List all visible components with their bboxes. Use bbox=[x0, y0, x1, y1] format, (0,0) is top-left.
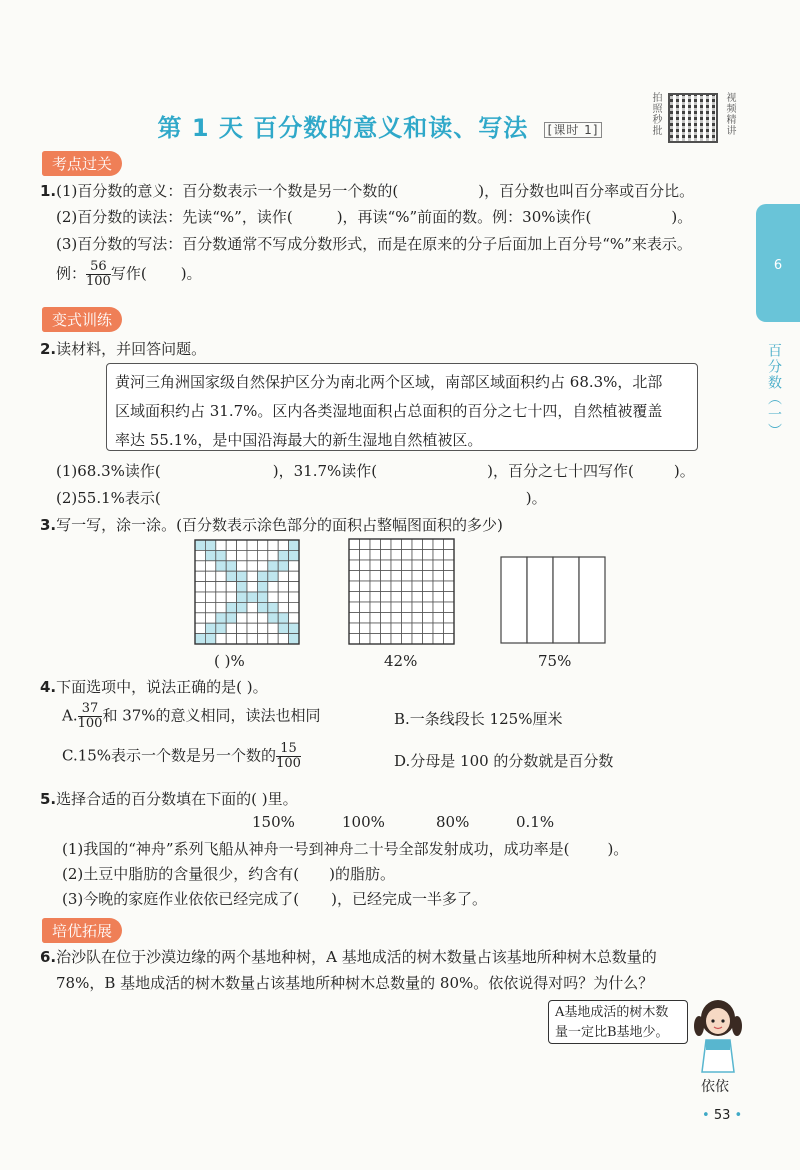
grid-cell bbox=[237, 540, 247, 550]
grid-cell bbox=[289, 540, 299, 550]
material-line-1: 黄河三角洲国家级自然保护区分为南北两个区域，南部区域面积约占 68.3%，北部 bbox=[115, 373, 663, 391]
grid-cell bbox=[381, 539, 392, 550]
grid-cell bbox=[226, 592, 236, 602]
q2-stem: 2.读材料，并回答问题。 bbox=[40, 340, 207, 358]
grid-cell bbox=[205, 613, 215, 623]
grid-cell bbox=[423, 539, 434, 550]
grid-cell bbox=[278, 592, 288, 602]
grid-cell bbox=[216, 540, 226, 550]
lesson-tag: [课时 1] bbox=[544, 122, 603, 138]
grid-cell bbox=[257, 582, 267, 592]
grid-cell bbox=[381, 550, 392, 561]
grid-cell bbox=[433, 623, 444, 634]
grid-cell bbox=[360, 550, 371, 561]
grid-cell bbox=[370, 581, 381, 592]
grid-cell bbox=[402, 539, 413, 550]
q5-sub1: (1)我国的“神舟”系列飞船从神舟一号到神舟二十号全部发射成功，成功率是( )。 bbox=[62, 840, 629, 858]
material-line-3: 率达 55.1%，是中国沿海最大的新生湿地自然植被区。 bbox=[115, 431, 483, 449]
grid-cell bbox=[412, 592, 423, 603]
grid-cell bbox=[237, 592, 247, 602]
grid-cell bbox=[268, 561, 278, 571]
grid-cell bbox=[360, 602, 371, 613]
grid-cell bbox=[216, 634, 226, 644]
grid-cell bbox=[444, 539, 455, 550]
grid-cell bbox=[444, 571, 455, 582]
grid-cell bbox=[268, 582, 278, 592]
q2-material-box bbox=[106, 363, 698, 451]
grid-cell bbox=[349, 550, 360, 561]
grid-cell bbox=[433, 634, 444, 645]
grid-cell bbox=[195, 602, 205, 612]
q6-line1: 6.治沙队在位于沙漠边缘的两个基地种树，A 基地成活的树木数量占该基地所种树木总数量的 bbox=[40, 948, 657, 966]
strip-cell[interactable] bbox=[527, 557, 553, 643]
section-badge-2: 变式训练 bbox=[42, 307, 122, 332]
grid-cell bbox=[370, 613, 381, 624]
grid-cell bbox=[370, 623, 381, 634]
grid-cell bbox=[226, 602, 236, 612]
grid-cell bbox=[257, 592, 267, 602]
grid-cell bbox=[391, 571, 402, 582]
grid-cell bbox=[268, 540, 278, 550]
grid-cell bbox=[195, 623, 205, 633]
grid-cell bbox=[423, 613, 434, 624]
grid-cell bbox=[360, 539, 371, 550]
grid-cell bbox=[205, 571, 215, 581]
grid-cell bbox=[216, 571, 226, 581]
figure2-label: 42% bbox=[384, 652, 418, 670]
grid-cell bbox=[257, 634, 267, 644]
grid-cell bbox=[381, 602, 392, 613]
qr-code-icon[interactable] bbox=[668, 93, 718, 143]
strip-cell[interactable] bbox=[553, 557, 579, 643]
speech-bubble: A基地成活的树木数 量一定比B基地少。 bbox=[548, 1000, 688, 1044]
grid-cell bbox=[257, 602, 267, 612]
grid-cell bbox=[433, 560, 444, 571]
grid-cell bbox=[257, 571, 267, 581]
grid-cell bbox=[381, 581, 392, 592]
grid-cell bbox=[205, 602, 215, 612]
grid-cell bbox=[391, 634, 402, 645]
grid-cell bbox=[268, 623, 278, 633]
section-badge-3: 培优拓展 bbox=[42, 918, 122, 943]
figure1-label[interactable]: ( )% bbox=[214, 652, 245, 670]
grid-cell bbox=[360, 560, 371, 571]
grid-cell bbox=[423, 634, 434, 645]
grid-cell bbox=[370, 560, 381, 571]
grid-cell bbox=[423, 571, 434, 582]
grid-cell bbox=[402, 602, 413, 613]
q2-sub2: (2)55.1%表示( )。 bbox=[56, 489, 547, 507]
girl-character-icon bbox=[690, 996, 746, 1076]
grid-cell bbox=[370, 550, 381, 561]
grid-cell bbox=[423, 623, 434, 634]
grid-cell bbox=[349, 571, 360, 582]
q6-number: 6. bbox=[40, 948, 57, 966]
grid-cell bbox=[381, 613, 392, 624]
grid-cell bbox=[444, 592, 455, 603]
grid-cell bbox=[391, 550, 402, 561]
chapter-number: 6 bbox=[773, 258, 783, 273]
strip-cell[interactable] bbox=[579, 557, 605, 643]
grid-cell bbox=[195, 571, 205, 581]
grid-cell bbox=[423, 550, 434, 561]
q1-line4: 例： $\frac{56}{100}$ 写作( )。 bbox=[56, 259, 202, 289]
grid-cell bbox=[257, 540, 267, 550]
grid-cell bbox=[402, 623, 413, 634]
q5-number: 5. bbox=[40, 790, 57, 808]
q1-line1: 1.(1)百分数的意义：百分数表示一个数是另一个数的( )，百分数也叫百分率或百分比。 bbox=[40, 182, 695, 200]
grid-cell bbox=[370, 592, 381, 603]
grid-cell bbox=[278, 561, 288, 571]
grid-cell bbox=[278, 550, 288, 560]
grid-cell bbox=[402, 560, 413, 571]
grid-cell bbox=[412, 571, 423, 582]
grid-cell bbox=[412, 550, 423, 561]
grid-cell bbox=[391, 613, 402, 624]
grid-cell bbox=[278, 582, 288, 592]
grid-cell bbox=[423, 602, 434, 613]
grid-cell bbox=[349, 592, 360, 603]
grid-cell bbox=[268, 602, 278, 612]
q4-number: 4. bbox=[40, 678, 57, 696]
grid-cell bbox=[412, 560, 423, 571]
grid-cell bbox=[257, 561, 267, 571]
grid-cell bbox=[370, 571, 381, 582]
grid-cell bbox=[444, 613, 455, 624]
grid-cell bbox=[412, 613, 423, 624]
grid-cell bbox=[289, 634, 299, 644]
q1-line2: (2)百分数的读法：先读“%”，读作( )，再读“%”前面的数。例：30%读作( )。 bbox=[56, 208, 693, 226]
grid-cell bbox=[237, 550, 247, 560]
grid-cell bbox=[360, 592, 371, 603]
grid-cell bbox=[205, 634, 215, 644]
grid-cell bbox=[349, 623, 360, 634]
grid-cell bbox=[226, 561, 236, 571]
grid-cell bbox=[247, 634, 257, 644]
grid-cell bbox=[391, 539, 402, 550]
grid-cell bbox=[216, 561, 226, 571]
grid-cell bbox=[247, 561, 257, 571]
grid-cell bbox=[349, 602, 360, 613]
grid-cell bbox=[247, 540, 257, 550]
q4-a-fraction: $\frac{37}{100}$ bbox=[77, 701, 103, 731]
grid-cell bbox=[289, 561, 299, 571]
q2-sub1: (1)68.3%读作( )，31.7%读作( )，百分之七十四写作( )。 bbox=[56, 462, 695, 480]
q4-option-d[interactable]: D.分母是 100 的分数就是百分数 bbox=[394, 752, 614, 770]
grid-cell bbox=[433, 550, 444, 561]
grid-cell bbox=[349, 539, 360, 550]
material-line-2: 区域面积约占 31.7%。区内各类湿地面积占总面积的百分之七十四，自然植被覆盖 bbox=[115, 402, 663, 420]
grid-cell bbox=[278, 623, 288, 633]
grid-cell bbox=[433, 613, 444, 624]
grid-cell bbox=[195, 550, 205, 560]
grid-cell bbox=[423, 581, 434, 592]
grid-cell bbox=[433, 592, 444, 603]
q1-fraction: $\frac{56}{100}$ bbox=[86, 259, 111, 289]
grid-cell bbox=[195, 613, 205, 623]
grid-cell bbox=[349, 613, 360, 624]
grid-cell bbox=[423, 592, 434, 603]
grid-cell bbox=[216, 582, 226, 592]
grid-cell bbox=[216, 550, 226, 560]
grid-cell bbox=[360, 623, 371, 634]
q1-number: 1. bbox=[40, 182, 57, 200]
grid-cell bbox=[268, 571, 278, 581]
grid-cell bbox=[247, 623, 257, 633]
grid-cell bbox=[268, 634, 278, 644]
grid-cell bbox=[402, 571, 413, 582]
grid-cell bbox=[247, 571, 257, 581]
grid-cell bbox=[360, 634, 371, 645]
grid-cell bbox=[391, 602, 402, 613]
q3-number: 3. bbox=[40, 516, 57, 534]
qr-right-label: 视频精讲 bbox=[724, 92, 735, 136]
grid-cell bbox=[195, 561, 205, 571]
grid-cell bbox=[381, 571, 392, 582]
grid-cell bbox=[247, 592, 257, 602]
grid-cell bbox=[370, 634, 381, 645]
qr-left-label: 拍照秒批 bbox=[650, 92, 661, 136]
grid-cell bbox=[289, 602, 299, 612]
q6-line2: 78%，B 基地成活的树木数量占该基地所种树木总数量的 80%。依依说得对吗？为什么？ bbox=[56, 974, 654, 992]
grid-cell bbox=[278, 602, 288, 612]
grid-cell bbox=[360, 581, 371, 592]
figure3-label: 75% bbox=[538, 652, 572, 670]
grid-cell bbox=[278, 571, 288, 581]
q2-number: 2. bbox=[40, 340, 57, 358]
grid-cell bbox=[444, 581, 455, 592]
grid-cell bbox=[205, 540, 215, 550]
grid-cell bbox=[278, 634, 288, 644]
q4-option-a[interactable]: A. $\frac{37}{100}$ 和 37%的意义相同，读法也相同 bbox=[62, 701, 321, 731]
q4-c-fraction: $\frac{15}{100}$ bbox=[276, 741, 301, 771]
grid-cell bbox=[444, 550, 455, 561]
grid-figure-2[interactable] bbox=[349, 539, 455, 645]
grid-cell bbox=[360, 571, 371, 582]
grid-cell bbox=[289, 571, 299, 581]
q4-stem: 4.下面选项中，说法正确的是( )。 bbox=[40, 678, 268, 696]
grid-cell bbox=[216, 602, 226, 612]
q5-option-2[interactable]: 100% bbox=[342, 813, 385, 831]
grid-cell bbox=[237, 571, 247, 581]
grid-cell bbox=[237, 582, 247, 592]
grid-cell bbox=[349, 560, 360, 571]
grid-cell bbox=[360, 613, 371, 624]
grid-cell bbox=[412, 602, 423, 613]
grid-cell bbox=[391, 560, 402, 571]
q4-option-c[interactable]: C.15%表示一个数是另一个数的 $\frac{15}{100}$ bbox=[62, 741, 301, 771]
grid-cell bbox=[433, 571, 444, 582]
grid-cell bbox=[226, 634, 236, 644]
grid-cell bbox=[237, 623, 247, 633]
grid-cell bbox=[289, 613, 299, 623]
q5-sub2: (2)土豆中脂肪的含量很少，约含有( )的脂肪。 bbox=[62, 865, 395, 883]
grid-cell bbox=[289, 550, 299, 560]
grid-cell bbox=[257, 623, 267, 633]
grid-cell bbox=[391, 623, 402, 634]
q1-line3: (3)百分数的写法：百分数通常不写成分数形式，而是在原来的分子后面加上百分号“%”来表示。 bbox=[56, 235, 692, 253]
grid-cell bbox=[237, 602, 247, 612]
grid-cell bbox=[216, 613, 226, 623]
q5-option-3[interactable]: 80% bbox=[436, 813, 470, 831]
grid-cell bbox=[412, 623, 423, 634]
grid-cell bbox=[268, 550, 278, 560]
grid-cell bbox=[289, 623, 299, 633]
grid-cell bbox=[237, 613, 247, 623]
grid-cell bbox=[216, 592, 226, 602]
grid-cell bbox=[289, 582, 299, 592]
grid-cell bbox=[237, 634, 247, 644]
character-name: 依依 bbox=[701, 1079, 729, 1095]
grid-cell bbox=[205, 592, 215, 602]
grid-cell bbox=[370, 539, 381, 550]
q5-stem: 5.选择合适的百分数填在下面的( )里。 bbox=[40, 790, 298, 808]
grid-cell bbox=[444, 602, 455, 613]
grid-cell bbox=[433, 581, 444, 592]
grid-cell bbox=[444, 623, 455, 634]
grid-cell bbox=[444, 560, 455, 571]
grid-cell bbox=[370, 602, 381, 613]
section-badge-1: 考点过关 bbox=[42, 151, 122, 176]
grid-cell bbox=[195, 582, 205, 592]
q5-sub3: (3)今晚的家庭作业依依已经完成了( )，已经完成一半多了。 bbox=[62, 890, 487, 908]
strip-figure-3[interactable] bbox=[501, 557, 605, 643]
grid-cell bbox=[402, 592, 413, 603]
grid-cell bbox=[268, 613, 278, 623]
grid-cell bbox=[381, 634, 392, 645]
grid-cell bbox=[433, 539, 444, 550]
q5-option-4[interactable]: 0.1% bbox=[516, 813, 555, 831]
grid-cell bbox=[205, 623, 215, 633]
grid-cell bbox=[412, 581, 423, 592]
grid-cell bbox=[391, 581, 402, 592]
grid-cell bbox=[381, 623, 392, 634]
grid-figure-1 bbox=[195, 540, 300, 645]
grid-cell bbox=[433, 602, 444, 613]
grid-cell bbox=[268, 592, 278, 602]
grid-cell bbox=[402, 634, 413, 645]
q5-option-1[interactable]: 150% bbox=[252, 813, 295, 831]
grid-cell bbox=[205, 550, 215, 560]
title-text: 第 1 天 百分数的意义和读、写法 bbox=[157, 114, 529, 142]
chapter-label: 百分数（一） bbox=[766, 343, 782, 439]
grid-cell bbox=[349, 634, 360, 645]
grid-cell bbox=[289, 592, 299, 602]
grid-cell bbox=[216, 623, 226, 633]
grid-cell bbox=[226, 623, 236, 633]
grid-cell bbox=[412, 634, 423, 645]
grid-cell bbox=[247, 550, 257, 560]
q4-option-b[interactable]: B.一条线段长 125%厘米 bbox=[394, 710, 563, 728]
grid-cell bbox=[412, 539, 423, 550]
grid-cell bbox=[226, 571, 236, 581]
grid-cell bbox=[247, 582, 257, 592]
grid-cell bbox=[205, 582, 215, 592]
grid-cell bbox=[391, 592, 402, 603]
grid-cell bbox=[402, 613, 413, 624]
grid-cell bbox=[349, 581, 360, 592]
grid-cell bbox=[402, 550, 413, 561]
grid-cell bbox=[195, 540, 205, 550]
grid-cell bbox=[402, 581, 413, 592]
grid-cell bbox=[381, 592, 392, 603]
grid-cell bbox=[257, 550, 267, 560]
grid-cell bbox=[226, 550, 236, 560]
strip-cell[interactable] bbox=[501, 557, 527, 643]
grid-cell bbox=[226, 540, 236, 550]
grid-cell bbox=[247, 602, 257, 612]
grid-cell bbox=[381, 560, 392, 571]
page-number: • 53 • bbox=[702, 1108, 743, 1123]
grid-cell bbox=[195, 634, 205, 644]
grid-cell bbox=[226, 613, 236, 623]
page-title bbox=[0, 108, 760, 143]
grid-cell bbox=[257, 613, 267, 623]
q3-stem: 3.写一写，涂一涂。(百分数表示涂色部分的面积占整幅图面积的多少) bbox=[40, 516, 503, 534]
grid-cell bbox=[247, 613, 257, 623]
grid-cell bbox=[237, 561, 247, 571]
grid-cell bbox=[278, 540, 288, 550]
grid-cell bbox=[205, 561, 215, 571]
grid-cell bbox=[423, 560, 434, 571]
grid-cell bbox=[444, 634, 455, 645]
grid-cell bbox=[226, 582, 236, 592]
grid-cell bbox=[195, 592, 205, 602]
grid-cell bbox=[278, 613, 288, 623]
chapter-tab bbox=[756, 204, 800, 322]
